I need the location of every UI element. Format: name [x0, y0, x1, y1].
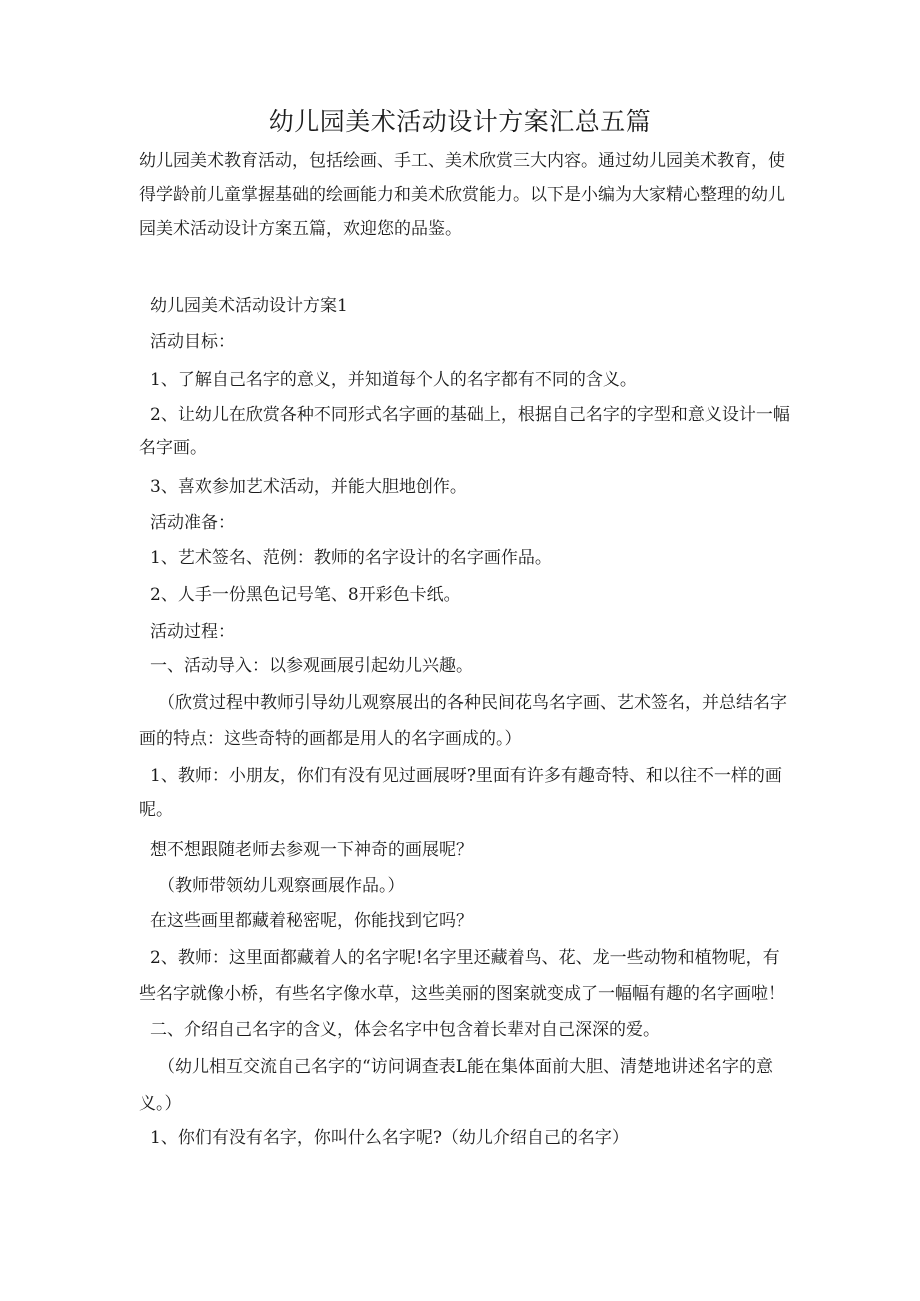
subheading: 活动目标： [150, 332, 235, 352]
text-line: 名字画。 [139, 438, 207, 458]
text-line: 二、介绍自己名字的含义，体会名字中包含着长辈对自己深深的爱。 [150, 1020, 660, 1040]
text-line: 2、人手一份黑色记号笔、8开彩色卡纸。 [150, 585, 461, 605]
text-line: 想不想跟随老师去参观一下神奇的画展呢？ [150, 840, 473, 860]
text-line: 1、教师：小朋友，你们有没有见过画展呀?里面有许多有趣奇特、和以往不一样的画 [150, 766, 782, 786]
intro-line: 幼儿园美术教育活动，包括绘画、手工、美术欣赏三大内容。通过幼儿园美术教育，使 [139, 151, 785, 171]
section-heading: 幼儿园美术活动设计方案1 [150, 296, 348, 316]
intro-paragraph [139, 144, 799, 246]
subheading: 活动准备： [150, 513, 235, 533]
text-line: 一、活动导入：以参观画展引起幼儿兴趣。 [150, 656, 473, 676]
subheading: 活动过程： [150, 622, 235, 642]
text-line: 1、了解自己名字的意义，并知道每个人的名字都有不同的含义。 [150, 370, 637, 390]
text-line: 3、喜欢参加艺术活动，并能大胆地创作。 [150, 477, 467, 497]
text-line: 画的特点：这些奇特的画都是用人的名字画成的。） [139, 729, 522, 749]
intro-line: 园美术活动设计方案五篇，欢迎您的品鉴。 [139, 219, 462, 239]
text-line: 义。） [139, 1094, 182, 1114]
text-line: （幼儿相互交流自己名字的“访问调查表L能在集体面前大胆、清楚地讲述名字的意 [158, 1057, 773, 1077]
text-line: 1、艺术签名、范例：教师的名字设计的名字画作品。 [150, 548, 552, 568]
document-title: 幼儿园美术活动设计方案汇总五篇 [268, 107, 652, 136]
text-line: （教师带领幼儿观察画展作品。） [158, 876, 405, 896]
text-line: 1、你们有没有名字，你叫什么名字呢?（幼儿介绍自己的名字） [150, 1128, 629, 1148]
text-line: （欣赏过程中教师引导幼儿观察展出的各种民间花鸟名字画、艺术签名，并总结名字 [158, 693, 787, 713]
intro-line: 得学龄前儿童掌握基础的绘画能力和美术欣赏能力。以下是小编为大家精心整理的幼儿 [139, 185, 785, 205]
text-line: 2、教师：这里面都藏着人的名字呢!名字里还藏着鸟、花、龙一些动物和植物呢，有 [150, 948, 780, 968]
text-line: 呢。 [139, 800, 173, 820]
text-line: 些名字就像小桥，有些名字像水草，这些美丽的图案就变成了一幅幅有趣的名字画啦！ [139, 984, 785, 1004]
text-line: 在这些画里都藏着秘密呢，你能找到它吗？ [150, 911, 473, 931]
text-line: 2、让幼儿在欣赏各种不同形式名字画的基础上，根据自己名字的字型和意义设计一幅 [150, 405, 790, 425]
